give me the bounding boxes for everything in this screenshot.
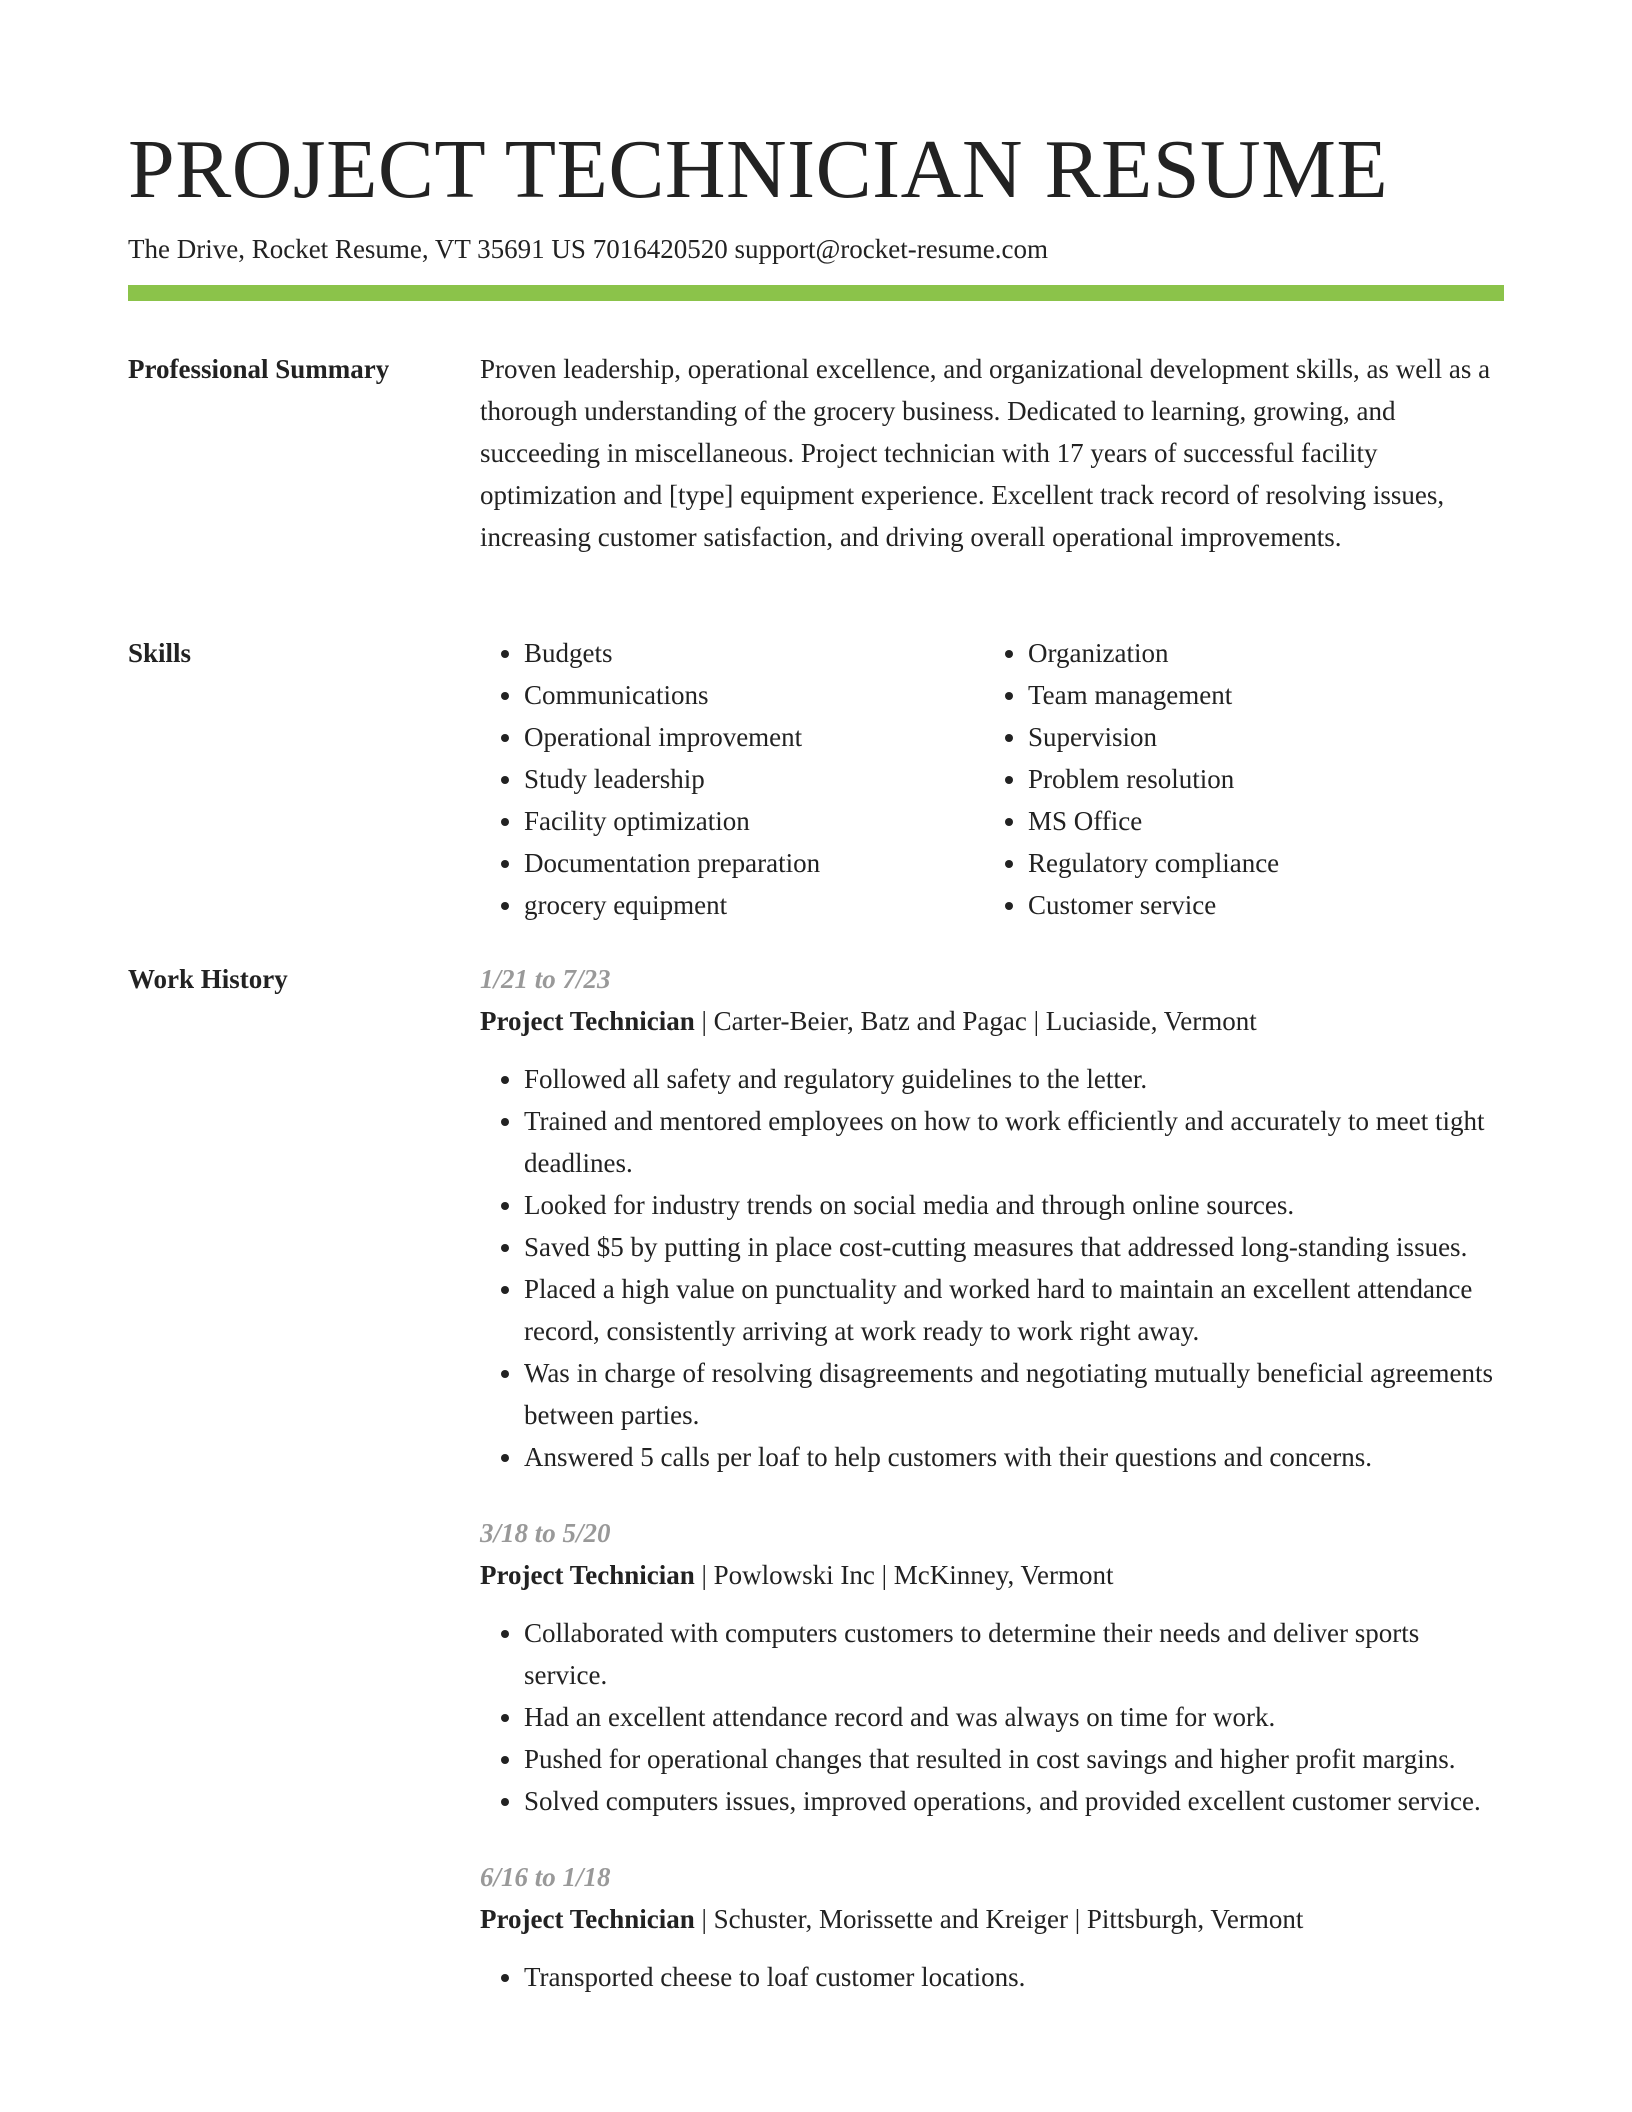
job-bullet: • Trained and mentored employees on how to work efficiently and accurately to meet tight deadlines. — [524, 1100, 1504, 1184]
job-bullet: • Placed a high value on punctuality and worked hard to maintain an excellent attendance record, consistently arriving at work ready to work right away. — [524, 1268, 1504, 1352]
summary-label: Professional Summary — [128, 354, 390, 384]
resume-title: PROJECT TECHNICIAN RESUME — [128, 123, 1389, 216]
job-separator: | — [1067, 1904, 1087, 1934]
work-history-content — [480, 958, 1504, 1998]
skill-item: • Documentation preparation — [524, 842, 984, 884]
job-separator: | — [874, 1560, 894, 1590]
job-separator: | — [694, 1904, 714, 1934]
summary-text: Proven leadership, operational excellence, and organizational development skills, as well as a thorough understanding of the grocery business. Dedicated to learning, growing, and succeeding in miscellaneous. Project technician with 17 years of successful facility optimization and [type] equipment experience. Excellent track record of resolving issues, increasing customer satisfaction, and driving overall operational improvements. — [480, 354, 1491, 552]
summary-content — [480, 348, 1504, 558]
accent-divider — [128, 285, 1504, 301]
job-location: Luciaside, Vermont — [1045, 1006, 1257, 1036]
job-bullet-list — [480, 1956, 1504, 1998]
job-separator: | — [694, 1006, 714, 1036]
job-separator: | — [1026, 1006, 1046, 1036]
skills-column-left — [480, 632, 984, 926]
job-bullet-list — [480, 1058, 1504, 1478]
job-company: Carter-Beier, Batz and Pagac — [713, 1006, 1027, 1036]
job-dates: 3/18 to 5/20 — [480, 1518, 611, 1548]
skill-item: • Organization — [1028, 632, 1488, 674]
job-bullet: • Collaborated with computers customers to determine their needs and deliver sports service. — [524, 1612, 1504, 1696]
skills-column-right — [984, 632, 1488, 926]
job-location: McKinney, Vermont — [893, 1560, 1114, 1590]
job-bullet: • Looked for industry trends on social media and through online sources. — [524, 1184, 1504, 1226]
skill-item: • Problem resolution — [1028, 758, 1488, 800]
skill-item: • Team management — [1028, 674, 1488, 716]
skills-list-right — [984, 632, 1488, 926]
skills-content — [480, 632, 1504, 926]
skill-item: • Operational improvement — [524, 716, 984, 758]
job-bullet: • Pushed for operational changes that resulted in cost savings and higher profit margins. — [524, 1738, 1504, 1780]
job-bullet: • Had an excellent attendance record and was always on time for work. — [524, 1696, 1504, 1738]
job-heading — [480, 1000, 1504, 1042]
job-title: Project Technician — [480, 1006, 695, 1036]
work-history-label: Work History — [128, 964, 288, 994]
skill-item: • Budgets — [524, 632, 984, 674]
contact-line: The Drive, Rocket Resume, VT 35691 US 7016420520 support@rocket-resume.com — [128, 234, 1048, 264]
job-title: Project Technician — [480, 1904, 695, 1934]
skill-item: • Study leadership — [524, 758, 984, 800]
job-bullet: • Solved computers issues, improved operations, and provided excellent customer service. — [524, 1780, 1504, 1822]
job-separator: | — [694, 1560, 714, 1590]
job-location: Pittsburgh, Vermont — [1086, 1904, 1304, 1934]
job-heading — [480, 1554, 1504, 1596]
skill-item: • Customer service — [1028, 884, 1488, 926]
job-bullet: • Transported cheese to loaf customer locations. — [524, 1956, 1504, 1998]
skill-item: • Communications — [524, 674, 984, 716]
job-dates: 6/16 to 1/18 — [480, 1862, 611, 1892]
job-entry — [480, 1512, 1504, 1822]
job-bullet: • Followed all safety and regulatory guidelines to the letter. — [524, 1058, 1504, 1100]
skill-item: • grocery equipment — [524, 884, 984, 926]
job-bullet: • Saved $5 by putting in place cost-cutting measures that addressed long-standing issues. — [524, 1226, 1504, 1268]
skill-item: • MS Office — [1028, 800, 1488, 842]
skills-label: Skills — [128, 638, 192, 668]
job-dates: 1/21 to 7/23 — [480, 964, 611, 994]
job-entry — [480, 958, 1504, 1478]
job-bullet: • Was in charge of resolving disagreements and negotiating mutually beneficial agreements between parties. — [524, 1352, 1504, 1436]
job-heading — [480, 1898, 1504, 1940]
job-company: Schuster, Morissette and Kreiger — [713, 1904, 1068, 1934]
skill-item: • Regulatory compliance — [1028, 842, 1488, 884]
job-entry — [480, 1856, 1504, 1998]
skills-list-left — [480, 632, 984, 926]
job-bullet: • Answered 5 calls per loaf to help customers with their questions and concerns. — [524, 1436, 1504, 1478]
skill-item: • Supervision — [1028, 716, 1488, 758]
job-bullet-list — [480, 1612, 1504, 1822]
skill-item: • Facility optimization — [524, 800, 984, 842]
job-title: Project Technician — [480, 1560, 695, 1590]
job-company: Powlowski Inc — [713, 1560, 875, 1590]
